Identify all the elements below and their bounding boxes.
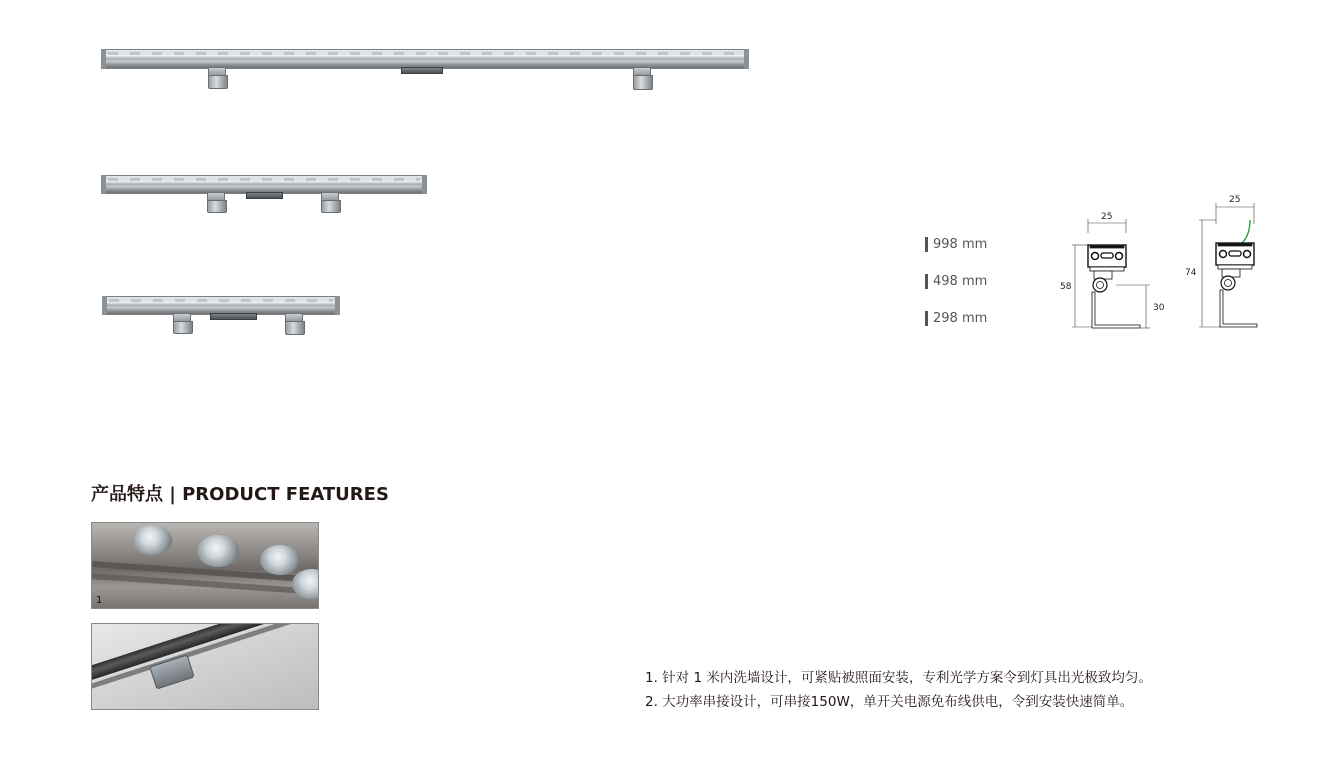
mounting-bracket — [173, 313, 191, 334]
end-cap — [335, 296, 340, 315]
connector — [401, 67, 443, 74]
width-dimension-label: 25 — [1101, 212, 1113, 222]
led-lens — [292, 569, 319, 599]
feature-line: 1. 针对 1 米内洗墙设计，可紧贴被照面安装，专利光学方案令到灯具出光极致均匀。 — [645, 670, 1152, 686]
height-dimension-label: 74 — [1185, 268, 1197, 278]
light-bar-298mm — [102, 296, 340, 338]
length-marker — [925, 311, 928, 326]
led-lens — [260, 545, 300, 575]
mounting-bracket — [207, 192, 225, 213]
length-label: 998 mm — [933, 237, 988, 252]
connector — [210, 313, 257, 320]
light-bar-lens — [109, 299, 333, 302]
bracket-dimension-label: 30 — [1153, 303, 1165, 313]
connector — [246, 192, 283, 199]
end-cap — [101, 175, 106, 194]
end-cap — [422, 175, 427, 194]
end-cap — [744, 49, 749, 69]
light-bar-lens — [108, 178, 420, 181]
feature-photo-lens — [91, 522, 319, 609]
light-bar-body — [101, 49, 749, 69]
length-label: 298 mm — [933, 311, 988, 326]
photo-number: 1 — [96, 595, 103, 606]
light-bar-lens — [108, 52, 742, 55]
mounting-bracket — [633, 67, 651, 90]
mounting-bracket — [285, 313, 303, 335]
mounting-bracket — [321, 192, 339, 213]
light-bar-998mm — [101, 49, 749, 94]
feature-line: 2. 大功率串接设计，可串接150W，单开关电源免布线供电，令到安装快速简单。 — [645, 694, 1134, 710]
features-heading: 产品特点 | PRODUCT FEATURES — [91, 484, 389, 505]
length-marker — [925, 237, 928, 252]
light-bar-498mm — [101, 175, 427, 215]
end-cap — [102, 296, 107, 315]
height-dimension-label: 58 — [1060, 282, 1072, 292]
length-marker — [925, 274, 928, 289]
feature-photo-connector — [91, 623, 319, 710]
cross-section-drawing-side — [1180, 190, 1270, 335]
led-lens — [197, 535, 239, 567]
led-lens — [132, 525, 172, 555]
length-item — [925, 237, 987, 252]
mounting-bracket — [208, 67, 226, 89]
width-dimension-label: 25 — [1229, 195, 1241, 205]
length-item — [925, 274, 987, 289]
length-label: 498 mm — [933, 274, 988, 289]
cross-section-drawing-front — [1050, 205, 1170, 335]
length-item — [925, 311, 987, 326]
end-cap — [101, 49, 106, 69]
series-connector — [149, 654, 194, 689]
